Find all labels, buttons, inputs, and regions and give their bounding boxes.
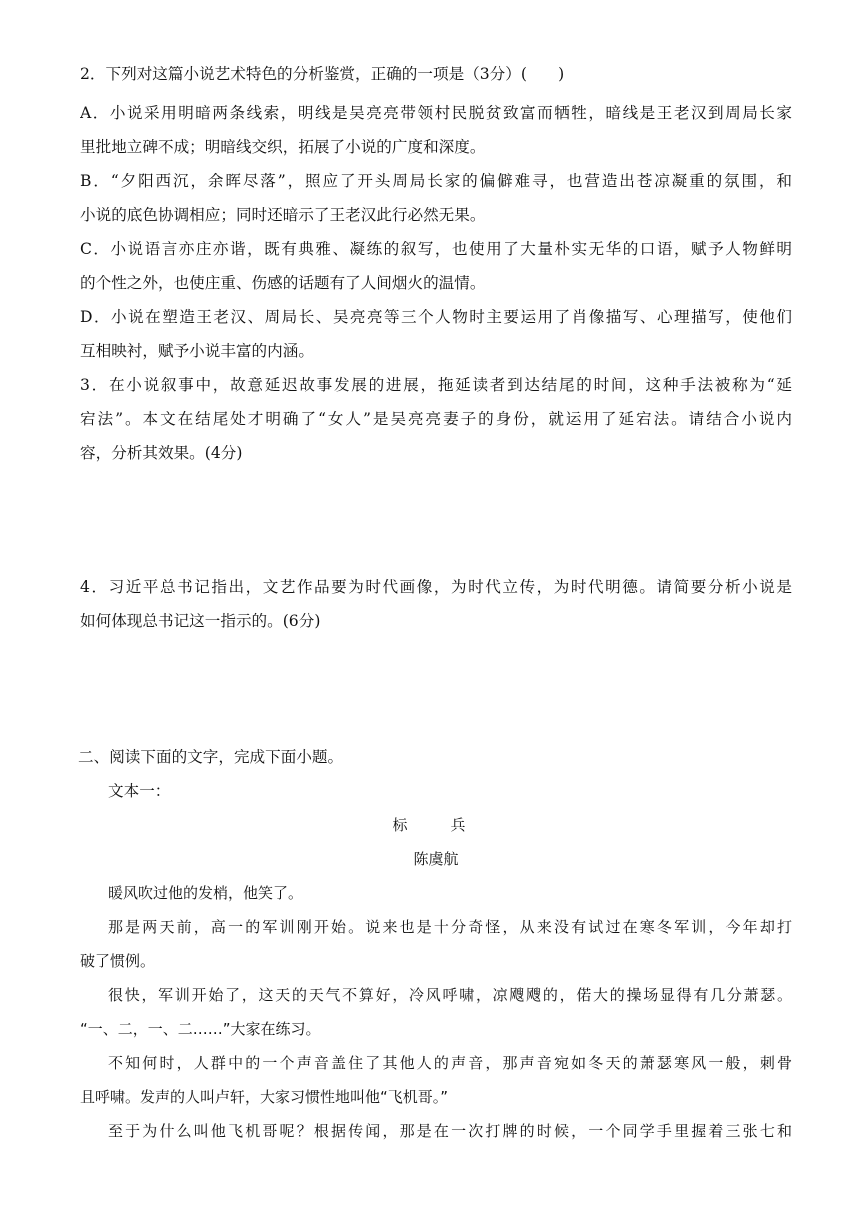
q3-line-3: 容，分析其效果。(4分) — [80, 444, 243, 462]
story-paragraph-3-line-1: 很快，军训开始了，这天的天气不算好，冷风呼啸，凉飕飕的，偌大的操场显得有几分萧瑟。 — [108, 986, 792, 1004]
story-author: 陈虞航 — [413, 850, 459, 868]
story-paragraph-5-line-1: 至于为什么叫他飞机哥呢？根据传闻，那是在一次打牌的时候，一个同学手里握着三张七和 — [108, 1122, 792, 1140]
story-paragraph-4-line-1: 不知何时，人群中的一个声音盖住了其他人的声音，那声音宛如冬天的萧瑟寒风一般，刺骨 — [108, 1054, 792, 1072]
story-title: 标 兵 — [392, 816, 480, 834]
q2-option-b-line-1: B．“夕阳西沉，余晖尽落”，照应了开头周局长家的偏僻难寻，也营造出苍凉凝重的氛围，和 — [80, 172, 792, 190]
q2-stem: 2．下列对这篇小说艺术特色的分析鉴赏，正确的一项是（3分）( ) — [80, 65, 565, 83]
q2-option-d-line-1: D．小说在塑造王老汉、周局长、吴亮亮等三个人物时主要运用了肖像描写、心理描写，使他们 — [80, 308, 792, 326]
text-label: 文本一： — [108, 782, 171, 800]
q3-line-1: 3．在小说叙事中，故意延迟故事发展的进展，拖延读者到达结尾的时间，这种手法被称为“延 — [80, 376, 792, 394]
q2-option-b-line-2: 小说的底色协调相应；同时还暗示了王老汉此行必然无果。 — [80, 206, 486, 224]
q2-option-c-line-1: C．小说语言亦庄亦谐，既有典雅、凝练的叙写，也使用了大量朴实无华的口语，赋予人物鲜明 — [80, 240, 792, 258]
story-paragraph-1: 暖风吹过他的发梢，他笑了。 — [108, 884, 304, 902]
q2-option-a-line-1: A．小说采用明暗两条线索，明线是吴亮亮带领村民脱贫致富而牺牲，暗线是王老汉到周局长家 — [80, 104, 792, 122]
story-paragraph-2-line-1: 那是两天前，高一的军训刚开始。说来也是十分奇怪，从来没有试过在寒冬军训，今年却打 — [108, 918, 792, 936]
q4-line-1: 4．习近平总书记指出，文艺作品要为时代画像，为时代立传，为时代明德。请简要分析小说是 — [80, 578, 792, 596]
story-paragraph-2-line-2: 破了惯例。 — [80, 952, 156, 970]
story-paragraph-3-line-2: “一、二，一、二……”大家在练习。 — [80, 1020, 321, 1038]
section-heading: 二、阅读下面的文字，完成下面小题。 — [78, 748, 344, 766]
q2-option-a-line-2: 里批地立碑不成；明暗线交织，拓展了小说的广度和深度。 — [80, 138, 486, 156]
q2-option-d-line-2: 互相映衬，赋予小说丰富的内涵。 — [80, 342, 314, 360]
story-paragraph-4-line-2: 且呼啸。发声的人叫卢轩，大家习惯性地叫他“飞机哥。” — [80, 1088, 449, 1106]
q3-line-2: 宕法”。本文在结尾处才明确了“女人”是吴亮亮妻子的身份，就运用了延宕法。请结合小说内 — [80, 410, 792, 428]
q2-option-c-line-2: 的个性之外，也使庄重、伤感的话题有了人间烟火的温情。 — [80, 274, 486, 292]
q4-line-2: 如何体现总书记这一指示的。(6分) — [80, 612, 321, 630]
